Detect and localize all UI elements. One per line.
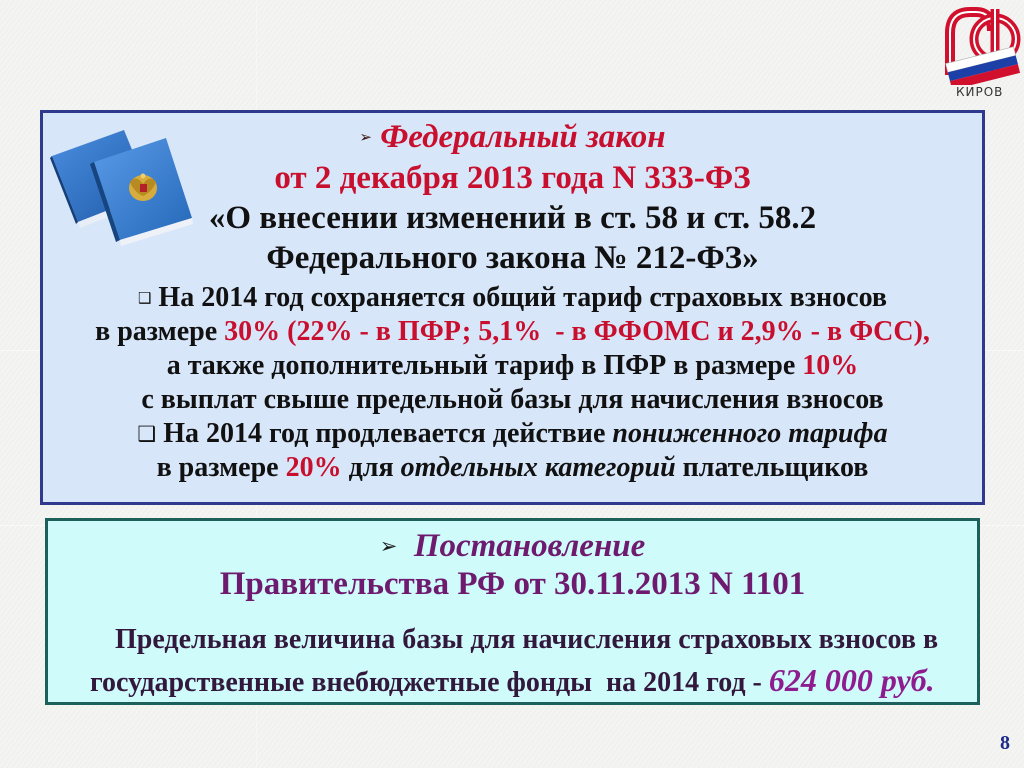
tariff-point-2-prefix: в размере (156, 452, 279, 483)
law-title-line-1: «О внесении изменений в ст. 58 и ст. 58.2 (208, 200, 817, 236)
arrow-bullet-icon: ➢ (359, 128, 372, 146)
decree-text-line-1: Предельная величина базы для начисления страховых взносов в (115, 624, 939, 655)
law-title-line-2: Федерального закона № 212-ФЗ» (266, 240, 759, 276)
tariff-point-2-line-2 (43, 451, 982, 485)
tariff-point-1-line-3 (43, 349, 982, 383)
tariff-point-2-payers: плательщиков (682, 452, 869, 483)
page-number: 8 (1000, 732, 1010, 754)
decree-text-line-2 (90, 660, 935, 700)
tariff-point-1-line-1 (43, 281, 982, 315)
decree-heading (48, 527, 977, 565)
tariff-point-1-prefix: в размере (95, 316, 218, 347)
arrow-bullet-icon: ➢ (379, 534, 398, 558)
additional-tariff-text: а также дополнительный тариф в ПФР в размере (166, 350, 796, 381)
tariff-point-2-text: На 2014 год продлевается действие (163, 418, 606, 449)
logo-city-label: КИРОВ (956, 85, 1004, 99)
square-bullet-icon: ❑ (137, 422, 157, 446)
decree-text-line-2-text: государственные внебюджетные фонды на 2014 год - (90, 667, 762, 698)
law-heading (43, 117, 982, 157)
tariff-point-1-line-4: с выплат свыше предельной базы для начисления взносов (141, 384, 884, 415)
square-bullet-icon: ❑ (137, 289, 152, 307)
reduced-tariff-rate: 20% (285, 452, 342, 483)
reduced-tariff-emphasis: пониженного тарифа (612, 418, 888, 449)
additional-tariff-rate: 10% (802, 350, 859, 381)
tariff-point-2-line-1 (43, 417, 982, 451)
pfr-logo-icon (940, 3, 1022, 85)
government-decree-box (45, 518, 980, 705)
contribution-base-amount: 624 000 руб. (768, 662, 935, 698)
law-heading-text: Федеральный закон (380, 119, 666, 155)
tariff-point-1-line-2 (43, 315, 982, 349)
federal-law-box (40, 110, 985, 505)
tariff-point-1-text: На 2014 год сохраняется общий тариф страховых взносов (158, 282, 888, 313)
payer-categories-emphasis: отдельных категорий (400, 452, 676, 483)
decree-subheading: Правительства РФ от 30.11.2013 N 1101 (219, 566, 806, 602)
law-date-line: от 2 декабря 2013 года N 333-ФЗ (274, 160, 751, 196)
tariff-point-2-for: для (348, 452, 394, 483)
decree-heading-text: Постановление (413, 528, 646, 564)
tariff-rate-breakdown: 30% (22% - в ПФР; 5,1% - в ФФОМС и 2,9% - в ФСС), (224, 316, 930, 347)
